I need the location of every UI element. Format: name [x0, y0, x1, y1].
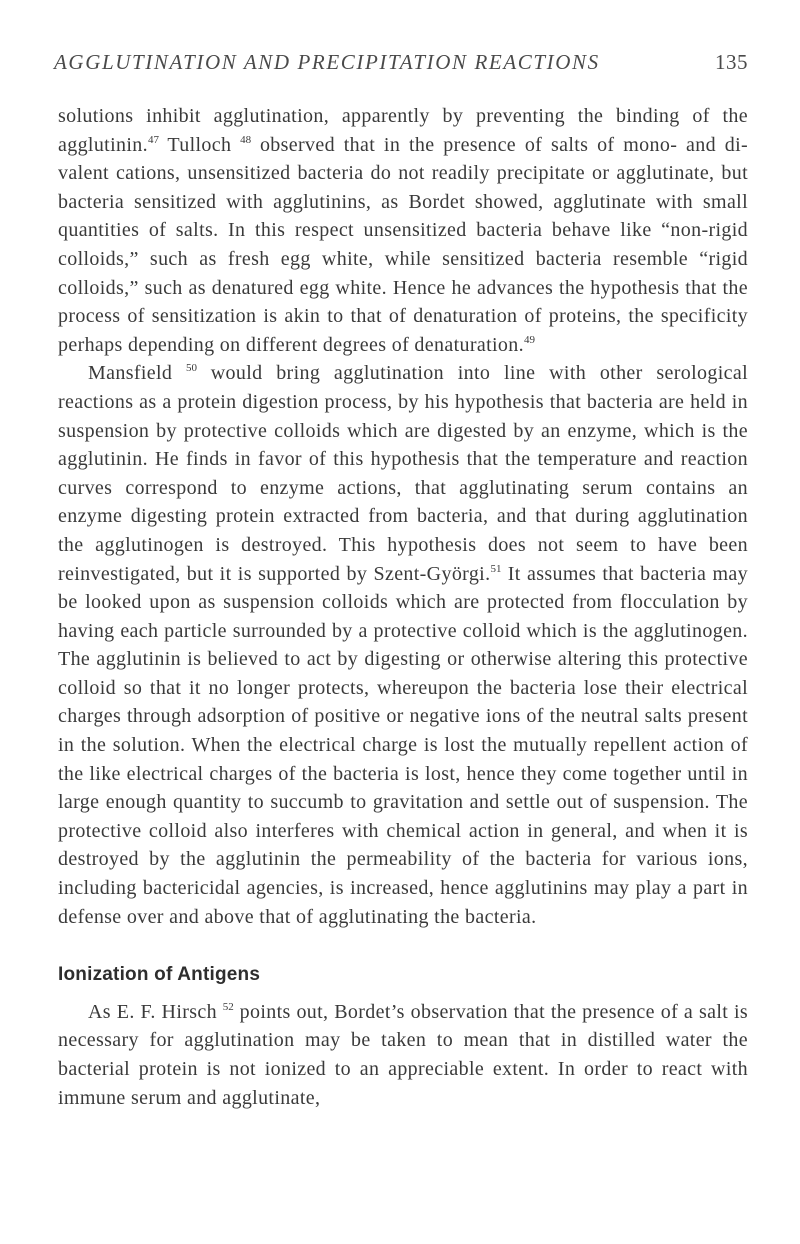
section-heading: Ionization of Antigens	[58, 964, 261, 986]
text-run: would bring agglutination into line with other serological reactions as a protein digestion process, by his hypothesis that bacteria are held in suspension by protective colloids which are digested by an enzyme, which is the agglutinin. He finds in favor of this hypothesis that the temperature and reaction curves correspond to enzyme actions, that agglutinating serum contains an enzyme digesting protein extracted from bacteria, and that during agglutination the agglutinogen is destroyed. This hypothesis does not seem to have been reinvestigated, but it is supported by Szent-Györgi.	[58, 362, 748, 585]
text-run: Tulloch	[158, 133, 241, 156]
paragraph	[58, 102, 748, 359]
text-run: As E. F. Hirsch	[88, 1000, 223, 1023]
text-run: points out, Bordet’s observation that the presence of a salt is necessary for agglutination may be taken to mean that in distilled water the bacterial protein is not ionized to an appreciable extent. In order to react with immune serum and agglutinate,	[58, 1000, 748, 1109]
footnote-ref: 49	[523, 333, 535, 346]
footnote-ref: 47	[147, 133, 159, 146]
text-run: solutions inhibit agglutination, apparently by preventing the binding of the agglutinin.	[58, 105, 748, 156]
body-text	[58, 102, 748, 1112]
text-run: observed that in the presence of salts of mono- and di-valent cations, unsensitized bacteria do not readily precipitate or agglutinate, but bacteria sensitized with agglutinins, as Bordet showed, agglutinate with small quantities of salts. In this respect unsensitized bacteria behave like “non-rigid colloids,” such as fresh egg white, while sensitized bacteria resemble “rigid colloids,” such as denatured egg white. Hence he advances the hypothesis that the process of sensitization is akin to that of denaturation of proteins, the specificity perhaps depending on different degrees of denaturation.	[58, 133, 748, 356]
book-page	[54, 50, 748, 1112]
footnote-ref: 48	[240, 133, 252, 146]
page-number: 135	[715, 50, 748, 74]
footnote-ref: 50	[185, 362, 197, 375]
footnote-ref: 52	[222, 1000, 234, 1013]
footnote-ref: 51	[490, 562, 502, 575]
text-run: It assumes that bacteria may be looked upon as suspension colloids which are protected from flocculation by having each particle surrounded by a protective colloid which is the agglutinogen. The agglutinin is believed to act by digesting or otherwise altering this protective colloid so that it no longer protects, whereupon the bacteria lose their electrical charges through adsorption of positive or negative ions of the neutral salts present in the solution. When the electrical charge is lost the mutually repellent action of the like electrical charges of the bacteria is lost, hence they come together until in large enough quantity to succumb to gravitation and settle out of suspension. The protective colloid also interferes with chemical action in general, and when it is destroyed by the agglutinin the permeability of the bacteria for various ions, including bactericidal agencies, is increased, hence agglutinins may play a part in defense over and above that of agglutinating the bacteria.	[58, 562, 748, 928]
running-head	[54, 50, 748, 80]
running-head-title: AGGLUTINATION AND PRECIPITATION REACTIONS	[54, 50, 600, 74]
paragraph	[58, 359, 748, 931]
paragraph	[58, 998, 748, 1112]
text-run: Mansfield	[88, 362, 186, 385]
